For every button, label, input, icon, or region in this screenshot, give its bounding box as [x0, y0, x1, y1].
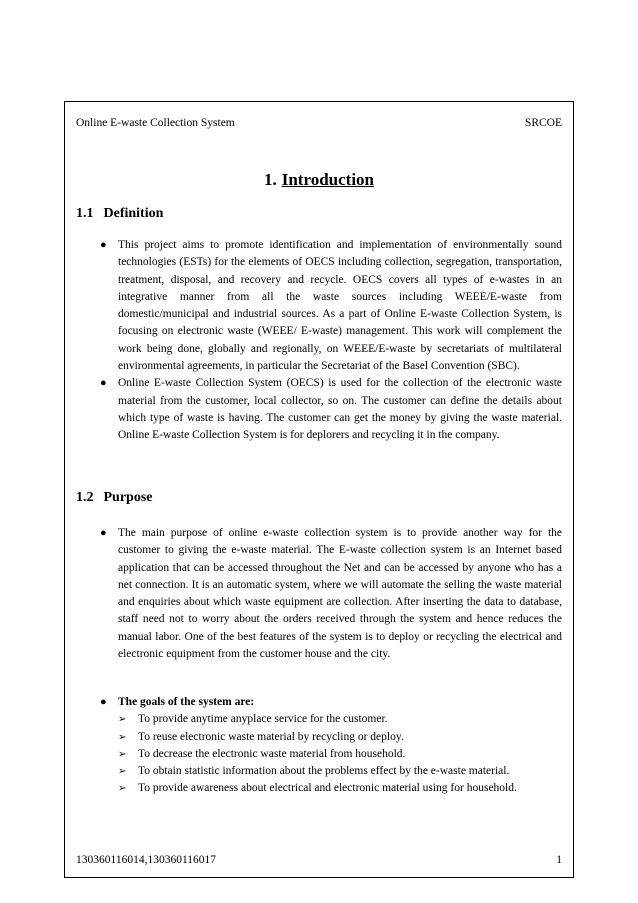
goal-text: To provide awareness about electrical and electronic material using for household.: [138, 782, 517, 795]
bullet-icon: ●: [100, 527, 107, 539]
goal-item: [118, 780, 562, 797]
page-number: 1: [556, 854, 562, 866]
arrow-bullet-icon: ➢: [118, 766, 127, 778]
section-number: 1.1: [76, 206, 94, 221]
paragraph-text: This project aims to promote identification and implementation of environmentally sound technologies (ESTs) for the elements of OECS including collection, segregation, transportation, treatment, disposal, and recovery and recycle. OECS covers all types of e-wastes in an integrative manner from all the waste sources including WEEE/E-waste from domestic/municipal and industrial sources. As a part of Online E-waste Collection System, is focusing on electronic waste (WEEE/ E-waste) management. This work will complement the work being done, globally and regionally, on WEEE/E-waste by secretariats of multilateral environmental agreements, in particular the Secretariat of the Basel Convention (SBC).: [118, 239, 562, 373]
goal-item: [118, 729, 562, 746]
section-heading-definition: [76, 206, 163, 222]
goals-heading: The goals of the system are:: [118, 696, 255, 708]
list-item: [98, 694, 562, 798]
arrow-bullet-icon: ➢: [118, 714, 127, 726]
header-document-title: Online E-waste Collection System: [76, 117, 235, 129]
paragraph-text: Online E-waste Collection System (OECS) is used for the collection of the electronic waste material from the customer, local collector, so on. The customer can define the details about which type of waste is having. The customer can get the money by giving the waste material. Online E-waste Collection System is for deplorers and recycling it in the company.: [118, 377, 562, 442]
section-title: Definition: [103, 206, 164, 221]
chapter-title: [64, 170, 574, 190]
arrow-bullet-icon: ➢: [118, 748, 127, 760]
list-item: [98, 375, 562, 444]
goal-text: To obtain statistic information about the problems effect by the e-waste material.: [138, 765, 510, 778]
arrow-bullet-icon: ➢: [118, 783, 127, 795]
goal-item: [118, 763, 562, 780]
bullet-icon: ●: [100, 696, 107, 708]
bullet-icon: ●: [100, 377, 107, 390]
goals-bullet-list: [98, 694, 562, 798]
goals-list: [118, 711, 562, 797]
list-item: [98, 525, 562, 663]
purpose-bullet-list: [98, 525, 562, 663]
chapter-number: 1.: [263, 170, 277, 189]
section-heading-purpose: [76, 490, 153, 506]
section-number: 1.2: [76, 490, 94, 505]
paragraph-text: The main purpose of online e-waste collection system is to provide another way for the customer to giving the e-waste material. The E-waste collection system is an Internet based application that can be accessed throughout the Net and can be accessed by anyone who has a net connection. It is an automatic system, where we will automate the selling the waste material and enquiries about which waste equipment are collection. After inserting the data to database, staff need not to worry about the orders received through the system and hence reduces the manual labor. One of the best features of the system is to deploy or recycling the electrical and electronic equipment from the customer house and the city.: [118, 527, 562, 661]
chapter-title-text: Introduction: [281, 170, 374, 189]
goal-item: [118, 711, 562, 728]
goal-text: To provide anytime anyplace service for the customer.: [138, 713, 388, 726]
bullet-icon: ●: [100, 239, 107, 251]
goal-text: To reuse electronic waste material by recycling or deploy.: [138, 730, 404, 743]
goal-item: [118, 746, 562, 763]
footer-student-ids: 130360116014,130360116017: [76, 854, 217, 866]
list-item: [98, 237, 562, 375]
arrow-bullet-icon: ➢: [118, 731, 127, 743]
goal-text: To decrease the electronic waste material from household.: [138, 747, 406, 760]
section-title: Purpose: [103, 490, 153, 505]
definition-bullet-list: [98, 237, 562, 445]
header-institution: SRCOE: [524, 117, 562, 129]
